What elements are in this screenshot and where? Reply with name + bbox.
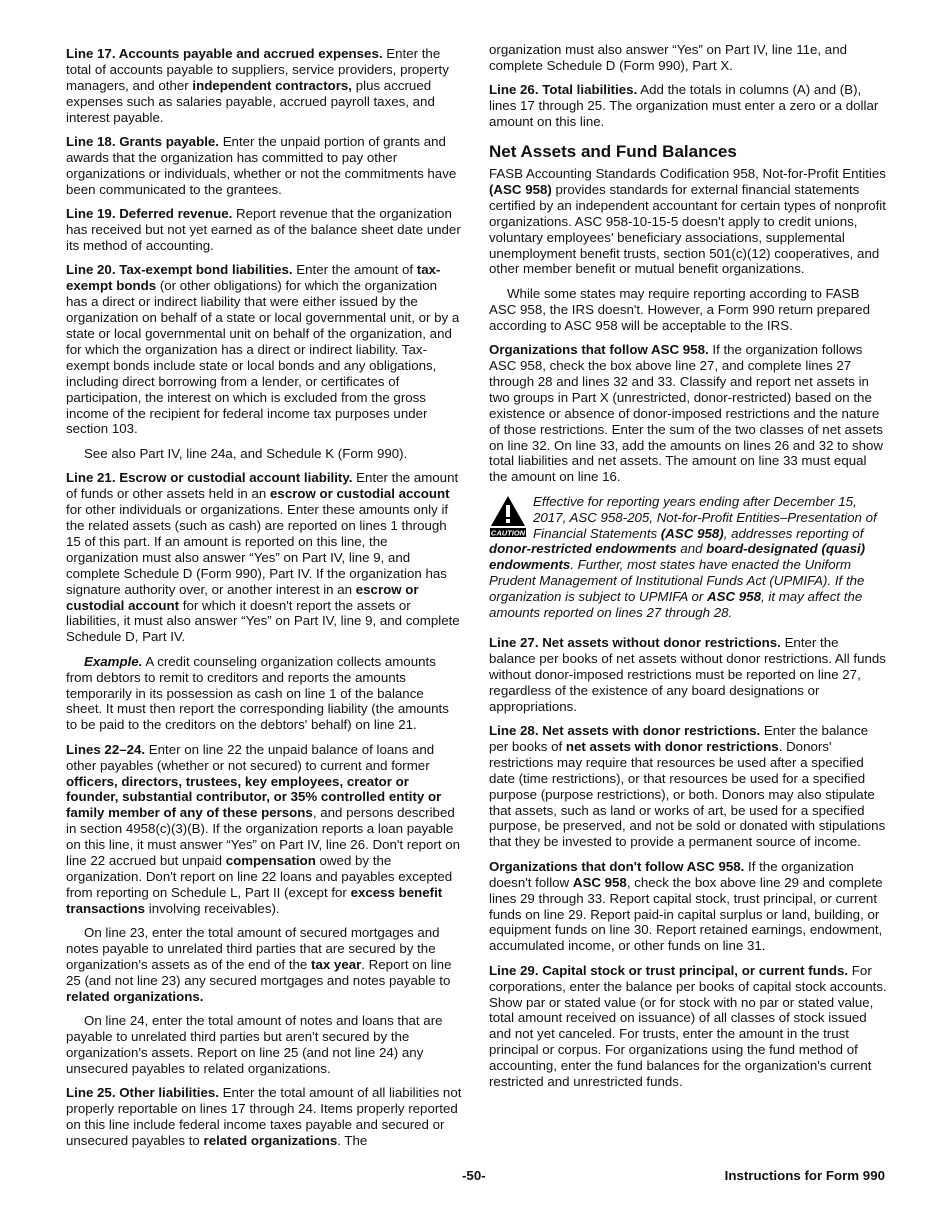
line-24-paragraph: On line 24, enter the total amount of notes and loans that are payable to unrelated third parties but aren't secured by the organization's assets. Report on line 25 (and not line 24) any unsecured payables to related organizations. (66, 1013, 443, 1076)
follow-asc958-heading: Organizations that follow ASC 958. (489, 342, 709, 358)
caution-note: CAUTION Effective for reporting years ending after December 15, 2017, ASC 958-205, Not-for-Profit Entities–Presentation of Financial Statements (ASC 958), addresses reporting of donor-restricted endowments and board-designated (quasi) endowments. Further, most states have enacted the Uniform Prudent Management of Institutional Funds Act (UPMIFA). If the organization is subject to UPMIFA or ASC 958, it may affect the amounts reported on lines 27 through 28. (489, 493, 877, 621)
caution-icon (489, 494, 529, 538)
line-17-heading: Line 17. Accounts payable and accrued expenses. (66, 46, 383, 61)
section-title: Net Assets and Fund Balances (489, 142, 737, 162)
line-27-paragraph: Line 27. Net assets without donor restrictions. Enter the balance per books of net assets without donor restrictions. All funds without donor-imposed restrictions must be reported on line 27, regardless of the existence of any board designations or appropriations. (489, 635, 886, 714)
line-29-paragraph: Line 29. Capital stock or trust principal, or current funds. For corporations, enter the balance per books of capital stock accounts. Show par or stated value (or for stock with no par or stated value, total amount received on issuance) of all classes of stock issued and not yet canceled. For trusts, enter the amount in the trust principal or corpus. For organizations using the fund method of accounting, enter the fund balances for the organization's current restricted and unrestricted funds. (489, 962, 887, 1090)
right-column (489, 42, 887, 1098)
line-19-paragraph: Line 19. Deferred revenue. Report revenue that the organization has received but not yet earned as of the balance sheet date under its method of accounting. (66, 206, 461, 253)
fasb-paragraph: FASB Accounting Standards Codification 958, Not-for-Profit Entities (ASC 958) provides standards for external financial statements certified by an independent accountant for certain types of nonprofit organizations. ASC 958-10-15-5 doesn't apply to credit unions, voluntary employees' beneficiary associations, supplemental unemployment benefit trusts, section 501(c)(12) cooperatives, and other member benefit or mutual benefit organizations. (489, 166, 886, 277)
continued-paragraph: organization must also answer “Yes” on Part IV, line 11e, and complete Schedule D (Form 990), Part X. (489, 42, 847, 73)
example-heading: Example. (84, 653, 143, 669)
left-column (66, 46, 462, 1158)
line-20-see-also: See also Part IV, line 24a, and Schedule K (Form 990). (84, 445, 408, 461)
line-26-heading: Line 26. Total liabilities. (489, 82, 638, 98)
line-25-heading: Line 25. Other liabilities. (66, 1085, 219, 1101)
line-21-heading: Line 21. Escrow or custodial account liability. (66, 470, 353, 486)
line-28-paragraph: Line 28. Net assets with donor restrictions. Enter the balance per books of net assets with donor restrictions. Donors' restrictions may require that resources be used after a specified date (time restrictions), or that resources be used for a specified purpose (purpose restrictions), or both. Donors may also stipulate that assets, such as land or works of art, be used for a specified purpose, be preserved, and not be sold or donated with stipulations that they be invested to provide a permanent source of income. (489, 723, 886, 850)
line-29-heading: Line 29. Capital stock or trust principal, or current funds. (489, 962, 849, 978)
line-20-heading: Line 20. Tax-exempt bond liabilities. (66, 262, 293, 278)
line-26-paragraph: Line 26. Total liabilities. Add the totals in columns (A) and (B), lines 17 through 25. The organization must enter a zero or a dollar amount on this line. (489, 82, 879, 130)
line-19-heading: Line 19. Deferred revenue. (66, 206, 233, 222)
dont-follow-asc958-heading: Organizations that don't follow ASC 958. (489, 858, 745, 874)
line-18-heading: Line 18. Grants payable. (66, 134, 219, 150)
states-paragraph: While some states may require reporting according to FASB ASC 958, the IRS doesn't. However, a Form 990 return prepared according to ASC 958 will be acceptable to the IRS. (489, 285, 870, 333)
page-number: -50- (462, 1168, 486, 1183)
line-18-paragraph: Line 18. Grants payable. Enter the unpaid portion of grants and awards that the organization has committed to pay other organizations or individuals, whether or not the commitments have been communicated to the grantees. (66, 134, 457, 197)
line-21-paragraph: Line 21. Escrow or custodial account liability. Enter the amount of funds or other assets held in an escrow or custodial account for other individuals or organizations. Enter these amounts only if the related assets (such as cash) are reported on lines 1 through 15 of this part. If an amount is reported on this line, the organization must also answer “Yes” on Part IV, line 9, and complete Schedule D (Form 990), Part IV. If the organization has signature authority over, or another interest in an escrow or custodial account for which it doesn't report the assets or liabilities, it must also answer “Yes” on Part IV, line 9, and complete Schedule D, Part IV. (66, 470, 460, 645)
line-27-heading: Line 27. Net assets without donor restrictions. (489, 635, 781, 650)
line-20-paragraph: Line 20. Tax-exempt bond liabilities. Enter the amount of tax-exempt bonds (or other obligations) for which the organization has a direct or indirect liability that were either issued by the organization on behalf of a state or local governmental unit, or by a state or local governmental unit on behalf of the organization, and for which the organization has a direct or indirect liability. Tax-exempt bonds include state or local bonds and any obligations, including direct borrowing from a lender, or certificates of participation, the interest on which is excluded from the gross income of the recipient for federal income tax purposes under section 103. (66, 262, 460, 437)
line-23-paragraph: On line 23, enter the total amount of secured mortgages and notes payable to unrelated third parties that are secured by the organization's assets as of the end of the tax year. Report on line 25 (and not line 23) any secured mortgages and notes payable to related organizations. (66, 925, 452, 1004)
lines-22-24-paragraph: Lines 22–24. Enter on line 22 the unpaid balance of loans and other payables (whether or not secured) to current and former officers, directors, trustees, key employees, creator or founder, substantial contributor, or 35% controlled entity or family member of any of these persons, and persons described in section 4958(c)(3)(B). If the organization reports a loan payable on this line, it must answer “Yes” on Part IV, line 26. Don't report on line 22 accrued but unpaid compensation owed by the organization. Don't report on line 22 loans and payables excepted from reporting on Schedule L, Part II (except for excess benefit transactions involving receivables). (66, 741, 461, 916)
line-17-paragraph: Line 17. Accounts payable and accrued expenses. Enter the total of accounts payable to suppliers, service providers, property managers, and other independent contractors, plus accrued expenses such as salaries payable, accrued payroll taxes, and interest payable. (66, 46, 449, 125)
follow-asc958-paragraph: Organizations that follow ASC 958. If the organization follows ASC 958, check the box above line 27, and complete lines 27 through 28 and lines 32 and 33. Classify and report net assets in two groups in Part X (unrestricted, donor-restricted) based on the existence or absence of donor-imposed restrictions and the nature of those restrictions. Enter the sum of the two classes of net assets on line 32. On line 33, add the amounts on lines 26 and 32 to show total liabilities and net assets. The amount on line 33 must equal the amount on line 16. (489, 342, 884, 485)
form-title: Instructions for Form 990 (724, 1168, 885, 1183)
caution-label: CAUTION (490, 528, 526, 538)
lines-22-24-heading: Lines 22–24. (66, 741, 146, 757)
dont-follow-asc958-paragraph: Organizations that don't follow ASC 958. If the organization doesn't follow ASC 958, check the box above line 29 and complete lines 29 through 33. Report capital stock, trust principal, or current funds on line 29. Report paid-in capital surplus or land, building, or equipment funds on line 30. Report retained earnings, endowment, accumulated income, or other funds on line 31. (489, 858, 883, 954)
line-28-heading: Line 28. Net assets with donor restrictions. (489, 723, 761, 739)
line-25-paragraph: Line 25. Other liabilities. Enter the total amount of all liabilities not properly reportable on lines 17 through 24. Items properly reported on this line include federal income taxes payable and secured or unsecured payables to related organizations. The (66, 1085, 462, 1149)
example-paragraph: Example. A credit counseling organization collects amounts from debtors to remit to creditors and reports the amounts temporarily in its possession as cash on line 1 of the balance sheet. It must then report the corresponding liability (the amounts to be paid to the creditors on the debtors' behalf) on line 21. (66, 653, 449, 733)
